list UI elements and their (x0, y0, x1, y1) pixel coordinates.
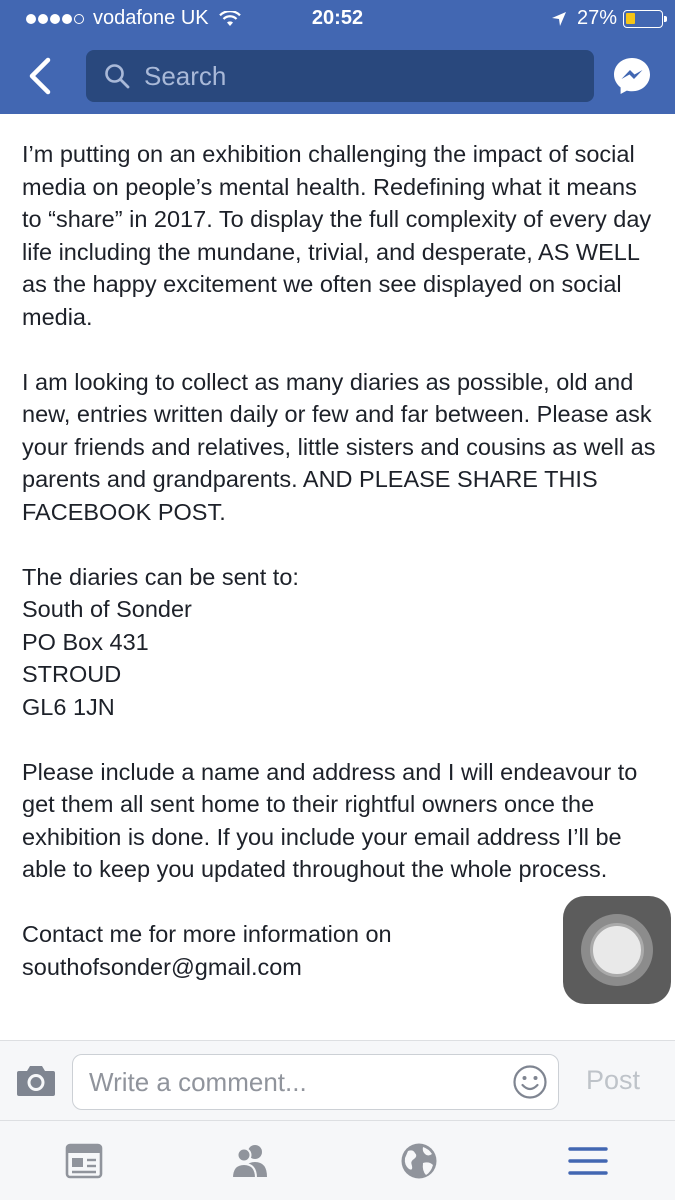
post-address: The diaries can be sent to: South of Sonder PO Box 431 STROUD GL6 1JN (22, 563, 299, 720)
battery-fill (626, 13, 635, 24)
comment-field[interactable] (72, 1054, 559, 1110)
carrier-name: vodafone UK (93, 7, 209, 29)
menu-icon[interactable] (568, 1141, 608, 1181)
nav-bar (0, 46, 675, 106)
battery-icon (623, 10, 663, 28)
camera-icon[interactable] (15, 1063, 57, 1099)
emoji-icon[interactable] (512, 1064, 548, 1100)
post-paragraph: I am looking to collect as many diaries as possible, old and new, entries written daily or few and far between. Please ask your friends and relatives, little sisters and cousins as well as parents and grandparents. AND PLEASE SHARE THIS FACEBOOK POST. (22, 368, 656, 525)
search-icon (104, 63, 130, 89)
post-body (22, 138, 662, 1016)
back-chevron-icon[interactable] (22, 54, 62, 98)
status-bar (0, 0, 675, 40)
post-comment-button[interactable]: Post (586, 1065, 641, 1095)
comment-input[interactable] (87, 1066, 491, 1099)
search-input[interactable] (142, 60, 566, 93)
post-timestamp-partial (22, 1026, 82, 1040)
post-paragraph: Please include a name and address and I will endeavour to get them all sent home to their rightful owners once the exhibition is done. If you include your email address I’ll be able to keep you updated throughout the whole process. (22, 758, 638, 882)
top-bar (0, 0, 675, 114)
assistive-touch-button[interactable] (563, 896, 671, 1004)
news-feed-icon[interactable] (64, 1141, 104, 1181)
location-arrow-icon (551, 11, 567, 27)
messenger-icon[interactable] (612, 56, 652, 96)
post-contact: Contact me for more information on southofsonder@gmail.com (22, 921, 392, 980)
globe-icon[interactable] (399, 1141, 439, 1181)
search-bar[interactable] (86, 50, 594, 102)
tab-bar (0, 1120, 675, 1200)
comment-bar (0, 1040, 675, 1120)
post-paragraph: I’m putting on an exhibition challenging the impact of social media on people’s mental health. Redefining what it means to “share” in 2017. To display the full complexity of every day life including the mundane, trivial, and desperate, AS WELL as the happy excitement we often see displayed on social media. (22, 141, 652, 330)
battery-percent: 27% (576, 7, 617, 29)
clock: 20:52 (311, 7, 364, 29)
friends-icon[interactable] (230, 1141, 270, 1181)
